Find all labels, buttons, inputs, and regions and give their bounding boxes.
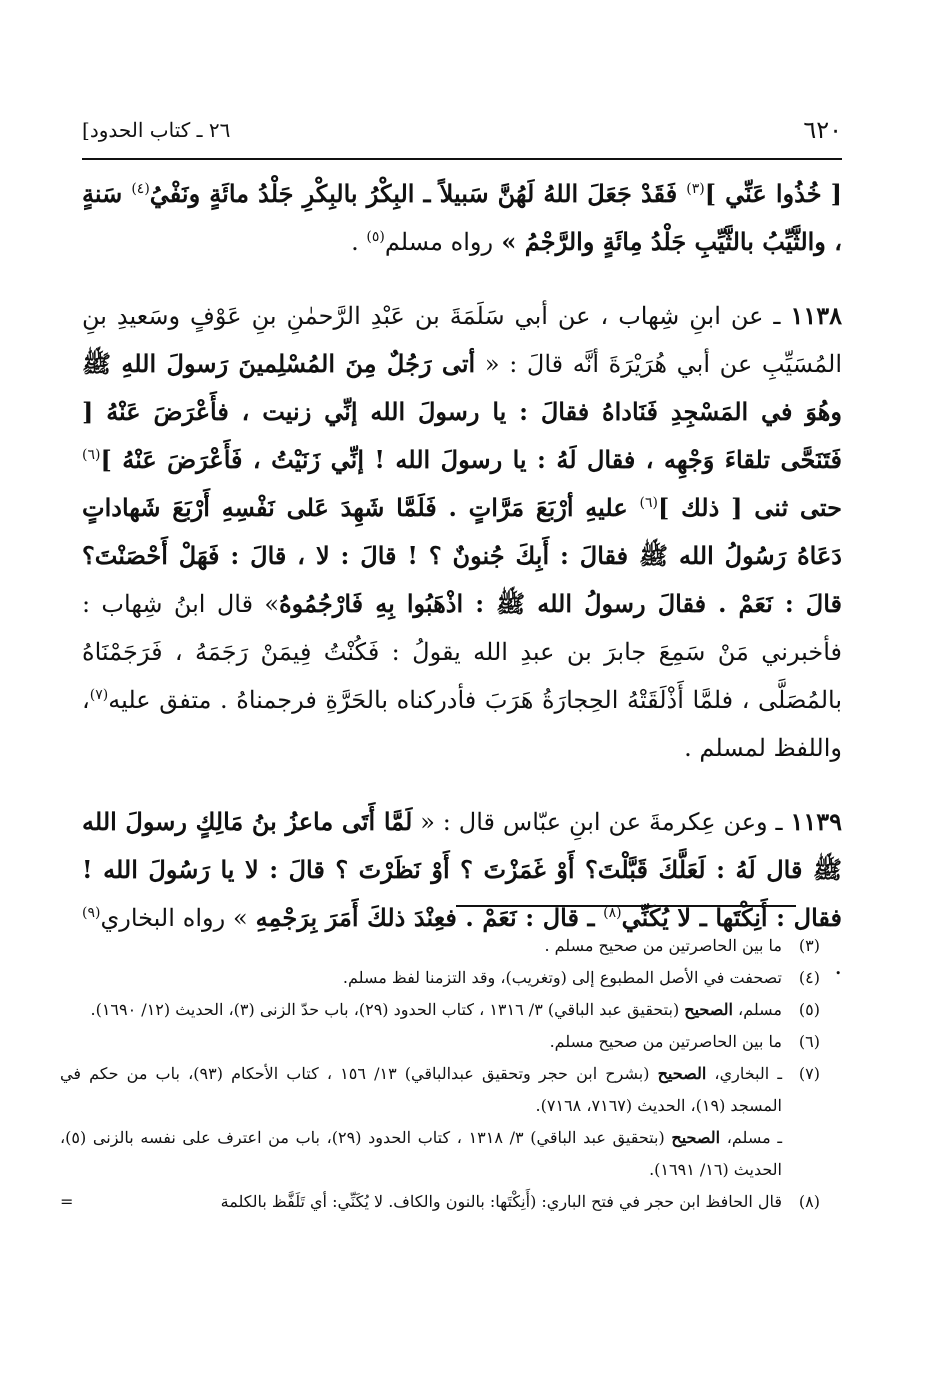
- main-text: [82, 170, 842, 990]
- footnote-number: (٥): [798, 1000, 820, 1019]
- source-text: رواه مسلم: [384, 228, 494, 256]
- footnote-book-title: الصحيح: [657, 1064, 707, 1083]
- footnote-book-title: الصحيح: [671, 1128, 721, 1147]
- footnote-number: (٨): [798, 1192, 820, 1211]
- footnote-number: (٦): [798, 1032, 820, 1051]
- footnote-continuation: [60, 1122, 820, 1186]
- footnote-ref: (٣): [686, 181, 705, 197]
- footnote-body: [60, 994, 782, 1026]
- footnote: [60, 1026, 820, 1058]
- footnote-ref: (٦): [639, 495, 658, 511]
- footnote-book-title: الصحيح: [684, 1000, 733, 1019]
- footnote-ref: (٥): [366, 229, 385, 245]
- footnote-text: تصحفت في الأصل المطبوع إلى (وتغريب)، وقد التزمنا لفظ مسلم.: [342, 968, 782, 987]
- chapter-title: [٢٦ ـ كتاب الحدود: [82, 118, 231, 142]
- hadith-text: عليهِ أرْبَعَ مَرَّاتٍ . فَلَمَّا شَهِدَ عَلى نَفْسِهِ أَرْبَعَ شَهاداتٍ دَعَاهُ رَسُولُ الله ﷺ فقالَ : أَبِكَ جُنونٌ ؟ ! قالَ : لا ، قالَ : فَهَلْ أَحْصَنْتَ؟ قالَ : نَعَمْ . فقالَ رسولُ الله ﷺ : اذْهَبُوا بِهِ فَارْجُمُوهُ: [82, 493, 843, 618]
- paragraph-hadith-1138: [82, 292, 842, 772]
- footnote-number: (٣): [798, 936, 820, 955]
- hadith-number: ١١٣٨: [790, 301, 842, 330]
- footnote-ref: (٩): [82, 905, 101, 921]
- hadith-text: ـ قال : نَعَمْ . فعِنْدَ ذلكَ أَمَرَ بِرَجْمِهِ: [255, 903, 604, 932]
- punctuation: .: [351, 228, 367, 256]
- hadith-text: لَمَّا أَتَى ماعزُ بنُ مَالِكٍ رسولَ الله ﷺ قال لَهُ : لَعَلَّكَ قَبَّلْتَ؟ أَوْ غَمَزْتَ ؟ أَوْ نَظَرْتَ ؟ قالَ : لا يا رَسُولَ الله ! فقال : أَنِكْتَها ـ لا يُكَنِّي: [82, 807, 842, 932]
- hadith-text: فَقَدْ جَعَلَ اللهُ لَهُنَّ سَبيلاً ـ البِكْرُ بالبِكْرِ جَلْدُ مائَةٍ ونَفْيُ: [149, 179, 687, 208]
- footnote-text: (بتحقيق عبد الباقي) ٣/ ١٣١٦ ، كتاب الحدود (٢٩)، باب حدّ الزنى (٣)، الحديث (١٢/ ١٦٩٠).: [90, 1000, 685, 1019]
- isnad-text: ـ وعن عِكرمةَ عن ابنِ عبّاس قال : «: [412, 808, 791, 836]
- footnote-text: (بتحقيق عبد الباقي) ٣/ ١٣١٨ ، كتاب الحدود (٢٩)، باب من اعترف على نفسه بالزنى (٥)، الحديث (١٦/ ١٦٩١).: [60, 1128, 782, 1179]
- hadith-text: حتى ثنى [ ذلك ]: [657, 493, 842, 522]
- footnote-text: ما بين الحاصرتين من صحيح مسلم .: [544, 936, 782, 955]
- footnote-author: ـ البخاري،: [706, 1064, 783, 1083]
- hadith-text: سَنةٍ ، والثَّيِّبُ بالثَّيِّبِ جَلْدُ مِائَةٍ والرَّجْمُ »: [82, 179, 842, 256]
- footnote: [60, 962, 820, 994]
- footnote-ref: (٧): [89, 687, 109, 703]
- footnote: [60, 1058, 820, 1122]
- footnote-text: ما بين الحاصرتين من صحيح مسلم.: [549, 1032, 782, 1051]
- footnote: [60, 930, 820, 962]
- paragraph-hadith-continuation: [82, 170, 842, 266]
- footnote: [60, 994, 820, 1026]
- source-text: ، واللفظ لمسلم .: [82, 686, 842, 762]
- punctuation: .: [834, 952, 842, 980]
- footnote-text: قال الحافظ ابن حجر في فتح الباري: (أَنِكْتَها: بالنون والكاف. لا يُكَنِّي: أي تَلَفَّظ بالكلمة: [220, 1192, 782, 1211]
- source-text: » رواه البخاري: [100, 904, 256, 932]
- footnotes: [60, 930, 820, 1218]
- footnote-author: ـ مسلم،: [720, 1128, 783, 1147]
- footnote-author: مسلم،: [732, 1000, 782, 1019]
- footnote-body: [60, 1058, 782, 1122]
- footnote-number: [782, 1122, 820, 1186]
- hadith-number: ١١٣٩: [790, 807, 842, 836]
- footnote-number: (٧): [798, 1064, 820, 1083]
- footnote-ref: (٤): [131, 181, 150, 197]
- isnad-text: ـ عن ابنِ شِهاب ، عن أبي سَلَمَةَ بن عَبْدِ الرَّحمٰنِ بنِ عَوْفٍ وسَعيدِ بنِ المُسَيِّبِ عن أبي هُرَيْرَةَ أنَّه قالَ : «: [82, 302, 842, 378]
- footnote-number: (٤): [798, 968, 820, 987]
- continuation-marker: =: [60, 1192, 74, 1211]
- page-header: [82, 108, 842, 160]
- hadith-text: [ خُذُوا عَنِّي ]: [704, 179, 842, 208]
- footnote-ref: (٦): [82, 447, 101, 463]
- hadith-text: أتى رَجُلٌ مِنَ المُسْلِمينَ رَسولَ اللهِ ﷺ وهُوَ في المَسْجِدِ فَنَاداهُ فقالَ : يا رسولَ الله إنِّي زنيت ، فأَعْرَضَ عَنْهُ [ فَتَنَحَّى تلقاءَ وَجْهِه ، فقال لَهُ : يا رسولَ الله ! إنِّي زَنَيْتُ ، فَأَعْرَضَ عَنْهُ ]: [82, 349, 842, 474]
- footnote-ref: (٨): [603, 905, 622, 921]
- footnote-separator: [456, 905, 796, 907]
- footnote-body: [60, 1122, 782, 1186]
- page-number: ٦٢٠: [803, 116, 842, 144]
- footnote: [60, 1186, 820, 1218]
- footnote-text: (بشرح ابن حجر وتحقيق عبدالباقي) ١٣/ ١٥٦ ، كتاب الأحكام (٩٣)، باب من حكم في المسجد (١٩)، الحديث (٧١٦٧، ٧١٦٨).: [60, 1064, 782, 1115]
- narration-text: » قال ابنُ شِهاب : فأخبرني مَنْ سَمِعَ جابرَ بن عبدِ الله يقولُ : فَكُنْتُ فِيمَنْ رَجَمَهُ ، فَرَجَمْنَاهُ بالمُصَلَّى ، فلمَّا أَذْلَقَتْهُ الحِجارَةُ هَرَبَ فأدركناه بالحَرَّةِ فرجمناهُ . متفق عليه: [82, 590, 842, 714]
